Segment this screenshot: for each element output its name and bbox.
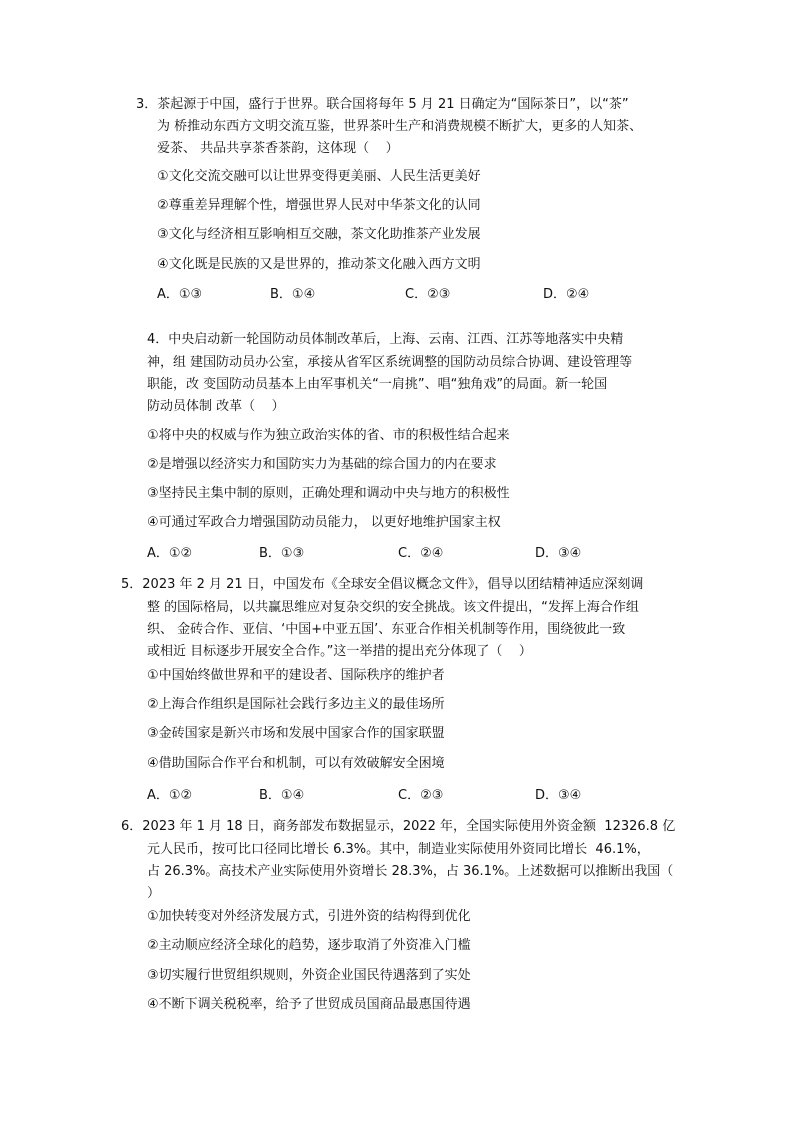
question-3-statement-1: ①文化交流交融可以让世界变得更美丽、人民生活更美好 bbox=[157, 169, 481, 184]
question-4-stem-line-1: 4．中央启动新一轮国防动员体制改革后，上海、云南、江西、江苏等地落实中央精 bbox=[147, 332, 624, 347]
question-3-statement-4: ④文化既是民族的又是世界的，推动茶文化融入西方文明 bbox=[157, 257, 481, 272]
question-4-statement-2: ②是增强以经济实力和国防实力为基础的综合国力的内在要求 bbox=[147, 457, 497, 472]
question-3-statement-3: ③文化与经济相互影响相互交融，茶文化助推茶产业发展 bbox=[157, 227, 481, 242]
question-5-option-b: B．①④ bbox=[259, 788, 305, 803]
question-4-option-d: D．③④ bbox=[535, 546, 582, 561]
question-5-option-a: A．①② bbox=[147, 788, 193, 803]
question-6-stem-line-4: ） bbox=[147, 886, 161, 901]
question-4-option-c: C．②④ bbox=[398, 546, 444, 561]
question-3-option-a: A．①③ bbox=[157, 287, 203, 302]
question-5-option-d: D．③④ bbox=[535, 788, 582, 803]
question-5-stem-line-3: 织、 金砖合作、亚信、‘中国+中亚五国’、东亚合作相关机制等作用，围绕彼此一致 bbox=[147, 622, 626, 637]
question-5-stem-line-1: 5．2023 年 2 月 21 日，中国发布《全球安全倡议概念文件》，倡导以团结精神适应深刻调 bbox=[121, 577, 644, 592]
question-6-stem-line-1: 6．2023 年 1 月 18 日，商务部发布数据显示，2022 年，全国实际使用外资金额 12326.8 亿 bbox=[121, 819, 676, 834]
question-5-statement-2: ②上海合作组织是国际社会践行多边主义的最佳场所 bbox=[147, 697, 445, 712]
question-3-option-c: C．②③ bbox=[405, 287, 451, 302]
question-4-statement-3: ③坚持民主集中制的原则，正确处理和调动中央与地方的积极性 bbox=[147, 486, 510, 501]
question-3-stem-line-2: 为 桥推动东西方文明交流互鉴，世界茶叶生产和消费规模不断扩大，更多的人知茶、 bbox=[157, 119, 643, 134]
question-6-statement-1: ①加快转变对外经济发展方式，引进外资的结构得到优化 bbox=[147, 909, 471, 924]
question-6-statement-4: ④不断下调关税税率，给予了世贸成员国商品最惠国待遇 bbox=[147, 997, 471, 1012]
question-3-stem-line-1: 3．茶起源于中国，盛行于世界。联合国将每年 5 月 21 日确定为“国际茶日”，以“茶” bbox=[136, 97, 629, 112]
question-5-stem-line-4: 或相近 目标逐步开展安全合作。”这一举措的提出充分体现了（ ） bbox=[147, 644, 532, 659]
question-4-option-b: B．①③ bbox=[259, 546, 305, 561]
question-5-statement-3: ③金砖国家是新兴市场和发展中国家合作的国家联盟 bbox=[147, 726, 445, 741]
question-6-stem-line-2: 元人民币，按可比口径同比增长 6.3%。其中，制造业实际使用外资同比增长 46.1%， bbox=[147, 842, 650, 857]
question-4-statement-4: ④可通过军政合力增强国防动员能力， 以更好地维护国家主权 bbox=[147, 515, 501, 530]
question-6-stem-line-3: 占 26.3%。高技术产业实际使用外资增长 28.3%，占 36.1%。上述数据可以推断出我国（ bbox=[147, 864, 674, 879]
question-5-option-c: C．②③ bbox=[398, 788, 444, 803]
question-3-option-d: D．②④ bbox=[543, 287, 590, 302]
question-4-statement-1: ①将中央的权威与作为独立政治实体的省、市的积极性结合起来 bbox=[147, 428, 510, 443]
question-3-stem-line-3: 爱茶、 共品共享茶香茶韵，这体现（ ） bbox=[157, 141, 399, 156]
question-5-stem-line-2: 整 的国际格局，以共赢思维应对复杂交织的安全挑战。该文件提出，“发挥上海合作组 bbox=[147, 600, 639, 615]
question-4-stem-line-4: 防动员体制 改革（ ） bbox=[147, 399, 285, 414]
question-6-statement-3: ③切实履行世贸组织规则，外资企业国民待遇落到了实处 bbox=[147, 968, 471, 983]
question-3-statement-2: ②尊重差异理解个性，增强世界人民对中华茶文化的认同 bbox=[157, 198, 481, 213]
question-3-option-b: B．①④ bbox=[270, 287, 316, 302]
question-5-statement-4: ④借助国际合作平台和机制，可以有效破解安全困境 bbox=[147, 756, 445, 771]
question-5-statement-1: ①中国始终做世界和平的建设者、国际秩序的维护者 bbox=[147, 668, 445, 683]
question-4-option-a: A．①② bbox=[147, 546, 193, 561]
question-6-statement-2: ②主动顺应经济全球化的趋势，逐步取消了外资准入门槛 bbox=[147, 938, 471, 953]
question-4-stem-line-2: 神，组 建国防动员办公室，承接从省军区系统调整的国防动员综合协调、建设管理等 bbox=[147, 355, 633, 370]
question-4-stem-line-3: 职能，改 变国防动员基本上由军事机关“一肩挑”、唱“独角戏”的局面。新一轮国 bbox=[147, 377, 608, 392]
